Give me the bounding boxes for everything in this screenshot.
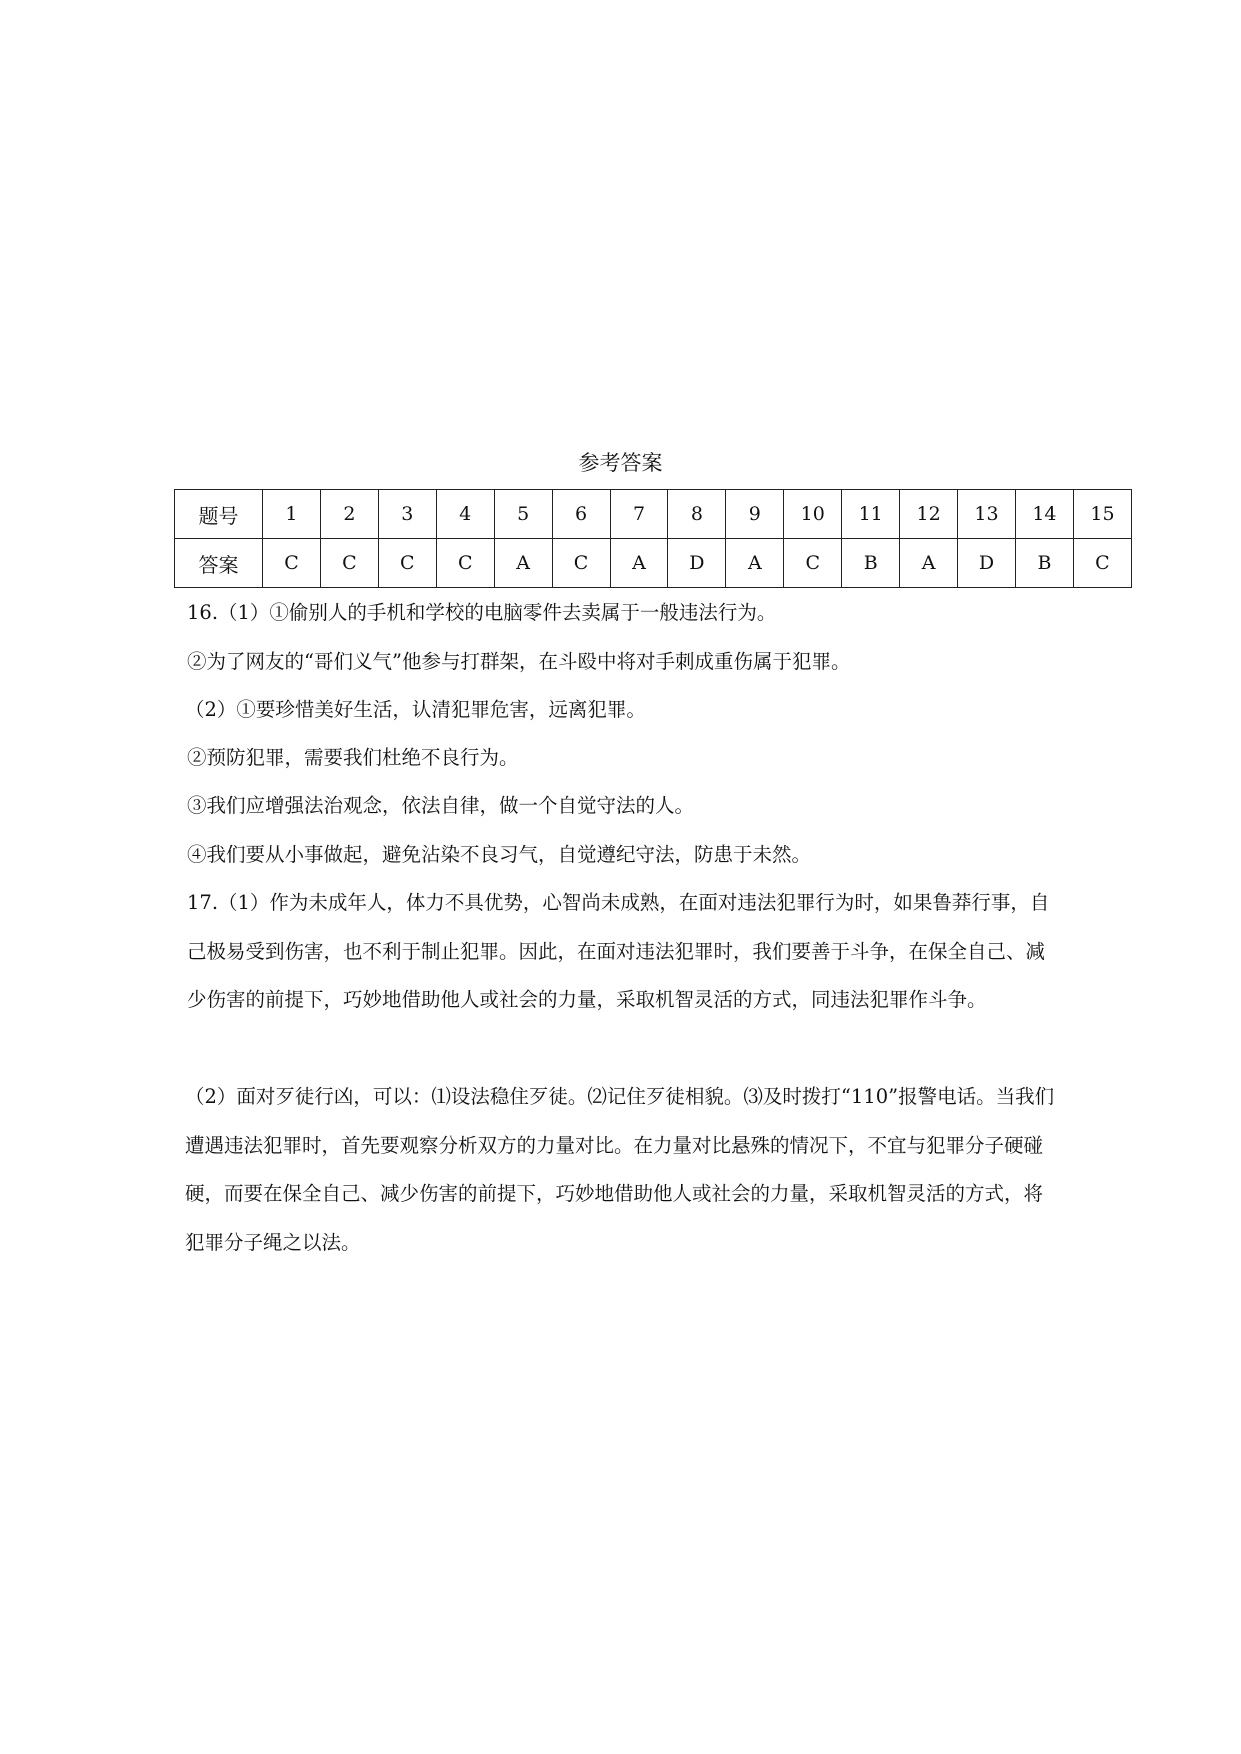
table-cell: C	[436, 539, 494, 588]
table-cell: C	[784, 539, 842, 588]
q16-part2-line1: （2）①要珍惜美好生活，认清犯罪危害，远离犯罪。	[185, 698, 646, 721]
table-cell: B	[1015, 539, 1073, 588]
table-cell: D	[668, 539, 726, 588]
table-cell: A	[494, 539, 552, 588]
table-cell: 12	[900, 490, 958, 539]
table-cell: 4	[436, 490, 494, 539]
table-cell: 7	[610, 490, 668, 539]
q16-part2-line3: ③我们应增强法治观念，依法自律，做一个自觉守法的人。	[187, 794, 695, 817]
table-cell: A	[726, 539, 784, 588]
table-cell: 15	[1073, 490, 1131, 539]
row-label-number: 题号	[175, 490, 263, 539]
table-cell: 14	[1015, 490, 1073, 539]
q16-part2-line2: ②预防犯罪，需要我们杜绝不良行为。	[187, 746, 519, 769]
table-cell: 3	[378, 490, 436, 539]
answer-table	[174, 489, 1132, 588]
q17-part1-paragraph: 17.（1）作为未成年人，体力不具优势，心智尚未成熟，在面对违法犯罪行为时，如果鲁莽行事，自己极易受到伤害，也不利于制止犯罪。因此，在面对违法犯罪时，我们要善于斗争，在保全自己、减少伤害的前提下，巧妙地借助他人或社会的力量，采取机智灵活的方式，同违法犯罪作斗争。	[187, 891, 1050, 1011]
row-label-answer: 答案	[175, 539, 263, 588]
table-cell: 2	[320, 490, 378, 539]
table-cell: C	[552, 539, 610, 588]
page-title: 参考答案	[578, 451, 663, 475]
table-cell: C	[378, 539, 436, 588]
table-row-numbers	[175, 490, 1132, 539]
q16-part1-line2: ②为了网友的“哥们义气”他参与打群架，在斗殴中将对手刺成重伤属于犯罪。	[187, 650, 851, 673]
table-cell: 11	[842, 490, 900, 539]
table-cell: A	[610, 539, 668, 588]
table-cell: 1	[263, 490, 321, 539]
table-cell: B	[842, 539, 900, 588]
table-cell: C	[1073, 539, 1131, 588]
table-cell: A	[900, 539, 958, 588]
table-cell: 5	[494, 490, 552, 539]
table-cell: 6	[552, 490, 610, 539]
table-cell: 8	[668, 490, 726, 539]
q16-part1-line1: 16.（1）①偷别人的手机和学校的电脑零件去卖属于一般违法行为。	[187, 601, 777, 624]
table-cell: 9	[726, 490, 784, 539]
table-cell: 10	[784, 490, 842, 539]
table-cell: C	[263, 539, 321, 588]
table-cell: 13	[958, 490, 1016, 539]
q16-part2-line4: ④我们要从小事做起，避免沾染不良习气，自觉遵纪守法，防患于未然。	[187, 843, 812, 866]
table-row-answers	[175, 539, 1132, 588]
table-cell: D	[958, 539, 1016, 588]
table-cell: C	[320, 539, 378, 588]
q17-part2-paragraph: （2）面对歹徒行凶，可以：⑴设法稳住歹徒。⑵记住歹徒相貌。⑶及时拨打“110”报警电话。当我们遭遇违法犯罪时，首先要观察分析双方的力量对比。在力量对比悬殊的情况下，不宜与犯罪分子硬碰硬，而要在保全自己、减少伤害的前提下，巧妙地借助他人或社会的力量，采取机智灵活的方式，将犯罪分子绳之以法。	[185, 1085, 1055, 1254]
